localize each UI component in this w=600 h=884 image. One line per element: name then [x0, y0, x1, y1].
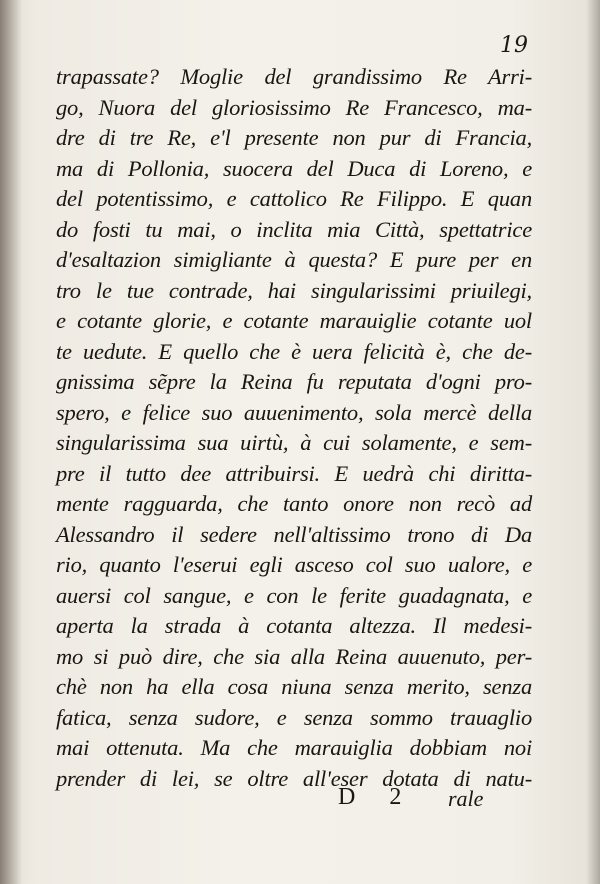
- page-edge-shadow: [586, 0, 600, 884]
- text-line: mo si può dire, che sia alla Reina auuenuto, per-: [56, 643, 532, 669]
- text-line: chè non ha ella cosa niuna senza merito, senza: [56, 674, 532, 699]
- text-line: rio, quanto l'eserui egli asceso col suo ualore, e: [56, 552, 532, 577]
- text-line: singularissima sua uirtù, à cui solamente, e sem-: [56, 430, 532, 455]
- text-line: aperta la strada à cotanta altezza. Il medesi-: [56, 613, 532, 638]
- signature-mark: D 2: [338, 784, 416, 810]
- text-line: auersi col sangue, e con le ferite guadagnata, e: [56, 582, 532, 608]
- text-line: pre il tutto dee attribuirsi. E uedrà chi diritta-: [56, 460, 532, 486]
- text-block: [56, 62, 532, 794]
- text-line: tro le tue contrade, hai singularissimi priuilegi,: [56, 277, 532, 303]
- text-line: dre di tre Re, e'l presente non pur di Francia,: [56, 125, 532, 150]
- page-number: 19: [500, 33, 528, 58]
- text-line: te uedute. E quello che è uera felicità è, che de-: [56, 338, 532, 364]
- text-line: Alessandro il sedere nell'altissimo trono di Da: [56, 521, 532, 547]
- text-line: mente ragguarda, che tanto onore non recò ad: [56, 491, 532, 516]
- page-footer: [0, 784, 600, 818]
- text-line: mai ottenuta. Ma che marauiglia dobbiam noi: [56, 735, 532, 760]
- text-line: prender di lei, se oltre all'eser dotata di natu-: [56, 765, 532, 791]
- text-line: del potentissimo, e cattolico Re Filippo. E quan: [56, 186, 532, 211]
- text-line: do fosti tu mai, o inclita mia Città, spettatrice: [56, 216, 532, 242]
- text-line: e cotante glorie, e cotante marauiglie cotante uol: [56, 308, 532, 333]
- text-line: fatica, senza sudore, e senza sommo trauaglio: [56, 704, 532, 730]
- catchword: rale: [448, 786, 484, 811]
- text-line: d'esaltazion simigliante à questa? E pure per en: [56, 247, 532, 272]
- text-line: go, Nuora del gloriosissimo Re Francesco, ma-: [56, 94, 532, 120]
- text-line: gnissima sẽpre la Reina fu reputata d'ogni pro-: [56, 369, 532, 394]
- text-line: spero, e felice suo auuenimento, sola mercè della: [56, 399, 532, 425]
- text-line: ma di Pollonia, suocera del Duca di Loreno, e: [56, 155, 532, 181]
- text-line: trapassate? Moglie del grandissimo Re Arri-: [56, 64, 532, 89]
- gutter-shadow: [0, 0, 22, 884]
